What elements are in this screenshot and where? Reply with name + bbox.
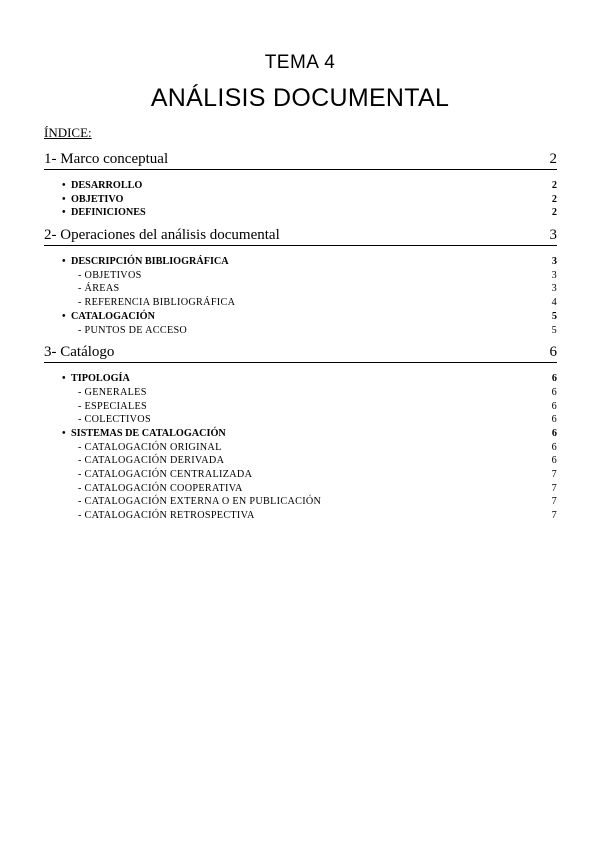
subitem-label: - ESPECIALES [78, 400, 147, 412]
subitem-label: - PUNTOS DE ACCESO [78, 324, 188, 336]
toc-subitem[interactable] [44, 413, 557, 427]
subitem-page: 6 [551, 414, 557, 426]
table-of-contents [44, 151, 557, 523]
bullet-icon: • [62, 427, 66, 439]
toc-subitem[interactable] [44, 454, 557, 468]
section-page: 6 [549, 344, 557, 361]
topic-number: TEMA 4 [264, 52, 336, 73]
toc-section[interactable] [44, 151, 557, 170]
section-title: 1- Marco conceptual [44, 151, 169, 167]
subitem-label: - CATALOGACIÓN DERIVADA [78, 455, 225, 467]
subitem-label: - CATALOGACIÓN RETROSPECTIVA [78, 510, 255, 522]
bullet-icon: • [62, 373, 66, 385]
subitem-page: 5 [551, 324, 557, 336]
subitem-page: 3 [551, 283, 557, 295]
section-page: 3 [549, 227, 557, 244]
section-page: 2 [549, 151, 557, 167]
subitem-page: 7 [551, 482, 557, 494]
item-label: DESCRIPCIÓN BIBLIOGRÁFICA [71, 256, 229, 268]
subitem-page: 3 [551, 269, 557, 281]
toc-subitem[interactable] [44, 386, 557, 400]
subitem-page: 6 [551, 441, 557, 453]
toc-section[interactable] [44, 227, 557, 246]
item-page: 3 [551, 256, 557, 268]
subitem-page: 7 [551, 469, 557, 480]
toc-subitem[interactable] [44, 495, 557, 509]
item-page: 2 [551, 207, 557, 219]
subitem-label: - GENERALES [78, 386, 147, 398]
item-label: DESARROLLO [71, 180, 143, 191]
toc-item[interactable] [44, 193, 557, 207]
bullet-icon: • [62, 193, 66, 205]
bullet-icon: • [62, 310, 66, 322]
toc-subitem[interactable] [44, 296, 557, 310]
subitem-label: - CATALOGACIÓN CENTRALIZADA [78, 469, 253, 480]
item-label: SISTEMAS DE CATALOGACIÓN [71, 427, 226, 439]
toc-subitem[interactable] [44, 269, 557, 283]
item-page: 6 [551, 373, 557, 385]
toc-item[interactable] [44, 427, 557, 441]
subitem-label: - COLECTIVOS [78, 414, 151, 426]
toc-subitem[interactable] [44, 468, 557, 482]
subitem-page: 6 [551, 386, 557, 398]
page-title: ANÁLISIS DOCUMENTAL [150, 84, 450, 112]
toc-item[interactable] [44, 372, 557, 386]
subitem-page: 4 [551, 297, 557, 309]
toc-item[interactable] [44, 310, 557, 324]
toc-subitem[interactable] [44, 324, 557, 338]
bullet-icon: • [62, 207, 66, 219]
toc-item[interactable] [44, 255, 557, 269]
toc-item[interactable] [44, 179, 557, 193]
section-title: 2- Operaciones del análisis documental [44, 227, 280, 244]
subitem-label: - CATALOGACIÓN COOPERATIVA [78, 482, 243, 494]
toc-subitem[interactable] [44, 482, 557, 496]
subitem-label: - CATALOGACIÓN ORIGINAL [78, 441, 222, 453]
toc-subitem[interactable] [44, 282, 557, 296]
item-label: TIPOLOGÍA [71, 373, 130, 385]
section-title: 3- Catálogo [44, 344, 115, 361]
item-page: 6 [551, 427, 557, 439]
bullet-icon: • [62, 256, 66, 268]
item-page: 2 [551, 193, 557, 205]
subitem-page: 6 [551, 400, 557, 412]
subitem-page: 7 [551, 510, 557, 522]
bullet-icon: • [62, 180, 66, 191]
subitem-label: - CATALOGACIÓN EXTERNA O EN PUBLICACIÓN [78, 496, 322, 508]
toc-item[interactable] [44, 206, 557, 220]
toc-subitem[interactable] [44, 400, 557, 414]
toc-section[interactable] [44, 344, 557, 363]
subitem-label: - REFERENCIA BIBLIOGRÁFICA [78, 297, 236, 309]
subitem-label: - OBJETIVOS [78, 269, 142, 281]
item-label: OBJETIVO [71, 193, 124, 205]
item-page: 2 [551, 180, 557, 191]
subitem-label: - ÁREAS [78, 283, 120, 295]
toc-subitem[interactable] [44, 441, 557, 455]
toc-subitem[interactable] [44, 509, 557, 523]
subitem-page: 7 [551, 496, 557, 508]
index-heading: ÍNDICE: [44, 125, 92, 140]
subitem-page: 6 [551, 455, 557, 467]
item-label: CATALOGACIÓN [71, 310, 155, 322]
item-label: DEFINICIONES [71, 207, 146, 219]
item-page: 5 [551, 310, 557, 322]
